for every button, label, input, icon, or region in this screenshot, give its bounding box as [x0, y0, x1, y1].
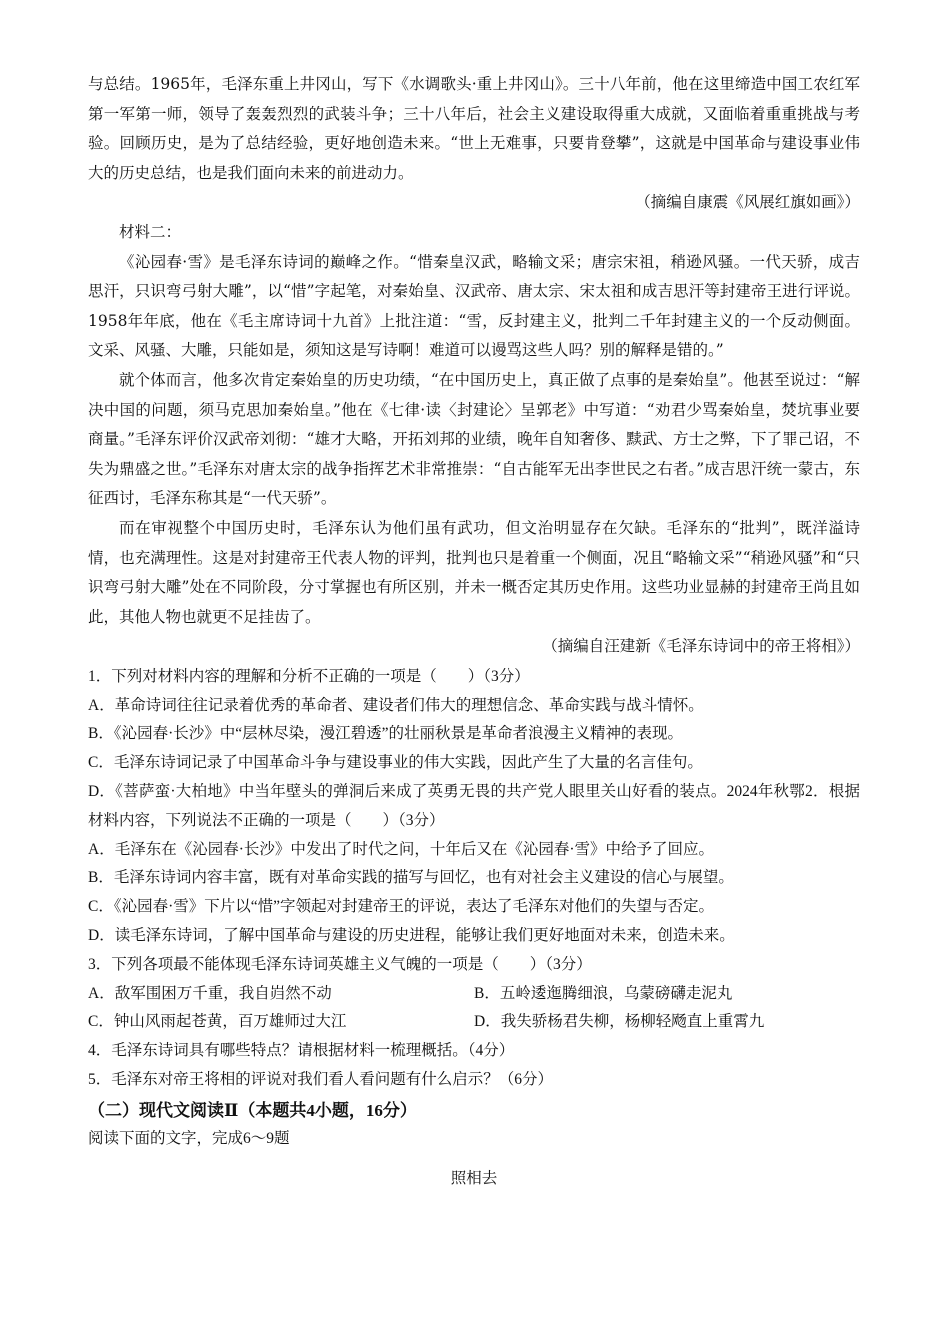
question-1-option-a: A．革命诗词往往记录着优秀的革命者、建设者们伟大的理想信念、革命实践与战斗情怀。	[88, 696, 704, 714]
question-1-option-d: D．《菩萨蛮·大柏地》中当年壁头的弹洞后来成了英勇无畏的共产党人眼里关山好看的装点。2024年秋鄂2．根据材料内容，下列说法不正确的一项是（ ）（3分）	[88, 783, 860, 829]
question-2-option-c: C．《沁园春·雪》下片以“惜”字领起对封建帝王的评说，表达了毛泽东对他们的失望与否定。	[88, 898, 715, 916]
material1-source: （摘编自康震《风展红旗如画》）	[635, 193, 860, 212]
material2-paragraph-1: 《沁园春·雪》是毛泽东诗词的巅峰之作。“惜秦皇汉武，略输文采；唐宗宋祖，稍逊风骚。一代天骄，成吉思汗，只识弯弓射大雕”，以“惜”字起笔，对秦始皇、汉武帝、唐太宗、宋太祖和成吉思汗等封建帝王进行评说。1958年年底，他在《毛主席诗词十九首》上批注道：“雪，反封建主义，批判二千年封建主义的一个反动侧面。文采、风骚、大雕，只能如是，须知这是写诗啊！难道可以谩骂这些人吗？别的解释是错的。”	[88, 252, 860, 360]
question-2-option-d: D．读毛泽东诗词，了解中国革命与建设的历史进程，能够让我们更好地面对未来，创造未来。	[88, 927, 735, 945]
question-2-option-b: B．毛泽东诗词内容丰富，既有对革命实践的描写与回忆，也有对社会主义建设的信心与展望。	[88, 869, 734, 887]
story-title: 照相去	[450, 1168, 498, 1187]
question-1-stem: 1．下列对材料内容的理解和分析不正确的一项是（ ）（3分）	[88, 667, 530, 685]
material2-paragraph-2: 就个体而言，他多次肯定秦始皇的历史功绩，“在中国历史上，真正做了点事的是秦始皇”。他甚至说过：“解决中国的问题，须马克思加秦始皇。”他在《七律·读〈封建论〉呈郭老》中写道：“劝君少骂秦始皇，焚坑事业要商量。”毛泽东评价汉武帝刘彻：“雄才大略，开拓刘邦的业绩，晚年自知奢侈、黩武、方士之弊，下了罪己诏，不失为鼎盛之世。”毛泽东对唐太宗的战争指挥艺术非常推崇：“自古能军无出李世民之右者。”成吉思汗统一蒙古，东征西讨，毛泽东称其是“一代天骄”。	[88, 370, 860, 508]
material2-source: （摘编自汪建新《毛泽东诗词中的帝王将相》）	[542, 637, 860, 656]
question-1-option-b: B．《沁园春·长沙》中“层林尽染，漫江碧透”的壮丽秋景是革命者浪漫主义精神的表现。	[88, 725, 684, 743]
question-3-option-d: D．我失骄杨君失柳，杨柳轻飏直上重霄九	[474, 1013, 765, 1031]
question-4: 4．毛泽东诗词具有哪些特点？请根据材料一梳理概括。（4分）	[88, 1042, 515, 1060]
question-5: 5．毛泽东对帝王将相的评说对我们看人看问题有什么启示？（6分）	[88, 1071, 554, 1089]
document-page	[88, 70, 860, 1207]
section-2-instructions: 阅读下面的文字，完成6～9题	[88, 1129, 290, 1147]
question-2-option-a: A．毛泽东在《沁园春·长沙》中发出了时代之问，十年后又在《沁园春·雪》中给予了回应。	[88, 840, 715, 858]
question-3	[88, 951, 860, 1037]
material1-tail-paragraph: 与总结。1965年，毛泽东重上井冈山，写下《水调歌头·重上井冈山》。三十八年前，他在这里缔造中国工农红军第一军第一师，领导了轰轰烈烈的武装斗争；三十八年后，社会主义建设取得重大成就，又面临着重重挑战与考验。回顾历史，是为了总结经验，更好地创造未来。“世上无难事，只要肯登攀”，这就是中国革命与建设事业伟大的历史总结，也是我们面向未来的前进动力。	[88, 75, 860, 182]
question-3-option-c: C．钟山风雨起苍黄，百万雄师过大江	[88, 1013, 347, 1031]
question-2	[88, 836, 860, 951]
question-1-option-c: C．毛泽东诗词记录了中国革命斗争与建设事业的伟大实践，因此产生了大量的名言佳句。	[88, 754, 703, 772]
question-1	[88, 663, 860, 836]
question-3-stem: 3．下列各项最不能体现毛泽东诗词英雄主义气魄的一项是（ ）（3分）	[88, 955, 592, 973]
question-3-option-a: A．敌军围困万千重，我自岿然不动	[88, 984, 332, 1002]
section-2-title: （二）现代文阅读Ⅱ（本题共4小题，16分）	[88, 1100, 417, 1120]
question-3-options-row-2	[88, 1008, 860, 1037]
material2-paragraph-3: 而在审视整个中国历史时，毛泽东认为他们虽有武功，但文治明显存在欠缺。毛泽东的“批判”，既洋溢诗情，也充满理性。这是对封建帝王代表人物的评判，批判也只是着重一个侧面，况且“略输文采”“稍逊风骚”和“只识弯弓射大雕”处在不同阶段，分寸掌握也有所区别，并未一概否定其历史作用。这些功业显赫的封建帝王尚且如此，其他人物也就更不足挂齿了。	[88, 518, 860, 626]
question-3-option-b: B．五岭逶迤腾细浪，乌蒙磅礴走泥丸	[474, 984, 733, 1002]
question-3-options-row-1	[88, 980, 860, 1009]
material2-label: 材料二：	[119, 222, 182, 241]
